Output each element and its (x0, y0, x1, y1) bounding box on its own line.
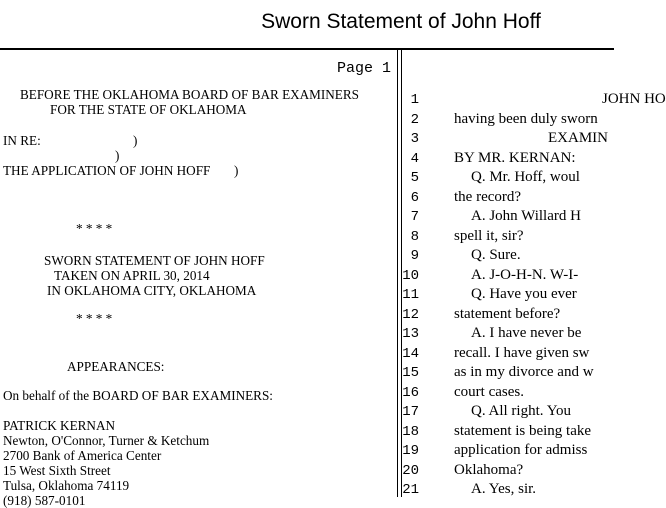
in-re-label: IN RE: (3, 133, 41, 148)
line-number: 15 (402, 365, 419, 381)
line-text: A. I have never be (471, 325, 582, 341)
firm-name: Newton, O'Connor, Turner & Ketchum (3, 433, 210, 448)
address-line-1: 2700 Bank of America Center (3, 448, 162, 463)
appearances-heading: APPEARANCES: (67, 359, 165, 374)
phone-line: (918) 587-0101 (3, 493, 86, 508)
line-text: recall. I have given sw (454, 344, 590, 361)
line-text: having been duly sworn (454, 110, 598, 127)
line-text: court cases. (454, 383, 524, 400)
attorney-name: PATRICK KERNAN (3, 418, 115, 433)
on-behalf-line: On behalf of the BOARD OF BAR EXAMINERS: (3, 388, 273, 403)
line-number: 16 (402, 384, 419, 401)
line-number: 12 (402, 306, 419, 323)
line-text: A. J-O-H-N. W-I- (471, 266, 579, 283)
court-line-2: FOR THE STATE OF OKLAHOMA (50, 102, 247, 117)
page-label: Page 1 (336, 60, 391, 77)
line-text: A. Yes, sir. (471, 481, 537, 497)
line-text: Oklahoma? (454, 461, 524, 478)
line-text: application for admiss (454, 442, 588, 458)
line-number: 13 (402, 326, 419, 342)
address-line-3: Tulsa, Oklahoma 74119 (3, 478, 130, 493)
line-text: EXAMIN (548, 130, 608, 146)
line-number: 2 (410, 111, 419, 128)
line-number: 7 (410, 209, 419, 225)
line-number: 14 (402, 345, 419, 362)
line-number: 1 (410, 92, 419, 108)
line-text: Q. Have you ever (471, 286, 577, 302)
statement-line-2: TAKEN ON APRIL 30, 2014 (54, 268, 210, 283)
line-number: 3 (410, 131, 419, 147)
document-title: Sworn Statement of John Hoff (261, 10, 541, 33)
statement-line-3: IN OKLAHOMA CITY, OKLAHOMA (47, 283, 257, 298)
court-line-1: BEFORE THE OKLAHOMA BOARD OF BAR EXAMINERS (20, 87, 359, 102)
line-number: 19 (402, 443, 419, 459)
line-number: 8 (410, 228, 419, 245)
line-number: 17 (402, 404, 419, 420)
line-text: spell it, sir? (454, 227, 524, 244)
line-number: 18 (402, 423, 419, 440)
line-text: A. John Willard H (471, 208, 581, 224)
address-line-2: 15 West Sixth Street (3, 463, 111, 478)
caption-paren-2: ) (115, 148, 120, 163)
line-text: JOHN HO (602, 91, 666, 107)
line-text: Q. Sure. (471, 247, 521, 263)
line-text: Q. Mr. Hoff, woul (471, 169, 580, 185)
line-text: Q. All right. You (471, 403, 572, 419)
caption-paren-3: ) (234, 163, 239, 178)
line-text: the record? (454, 188, 522, 205)
left-page (0, 50, 397, 508)
line-number: 20 (402, 462, 419, 479)
line-number: 21 (402, 482, 419, 498)
line-number: 10 (402, 267, 419, 284)
line-text: BY MR. KERNAN: (454, 149, 576, 166)
line-number: 5 (410, 170, 419, 186)
line-text: statement is being take (454, 422, 592, 439)
line-number: 11 (402, 287, 419, 303)
right-page (402, 50, 666, 498)
line-text: as in my divorce and w (454, 364, 594, 380)
line-number: 4 (410, 150, 419, 167)
separator-stars-2: * * * * (76, 311, 113, 326)
statement-line-1: SWORN STATEMENT OF JOHN HOFF (44, 253, 265, 268)
caption-paren-1: ) (133, 133, 138, 148)
line-text: statement before? (454, 305, 561, 322)
line-number: 6 (410, 189, 419, 206)
separator-stars-1: * * * * (76, 221, 113, 236)
line-number: 9 (410, 248, 419, 264)
application-caption: THE APPLICATION OF JOHN HOFF (3, 163, 211, 178)
